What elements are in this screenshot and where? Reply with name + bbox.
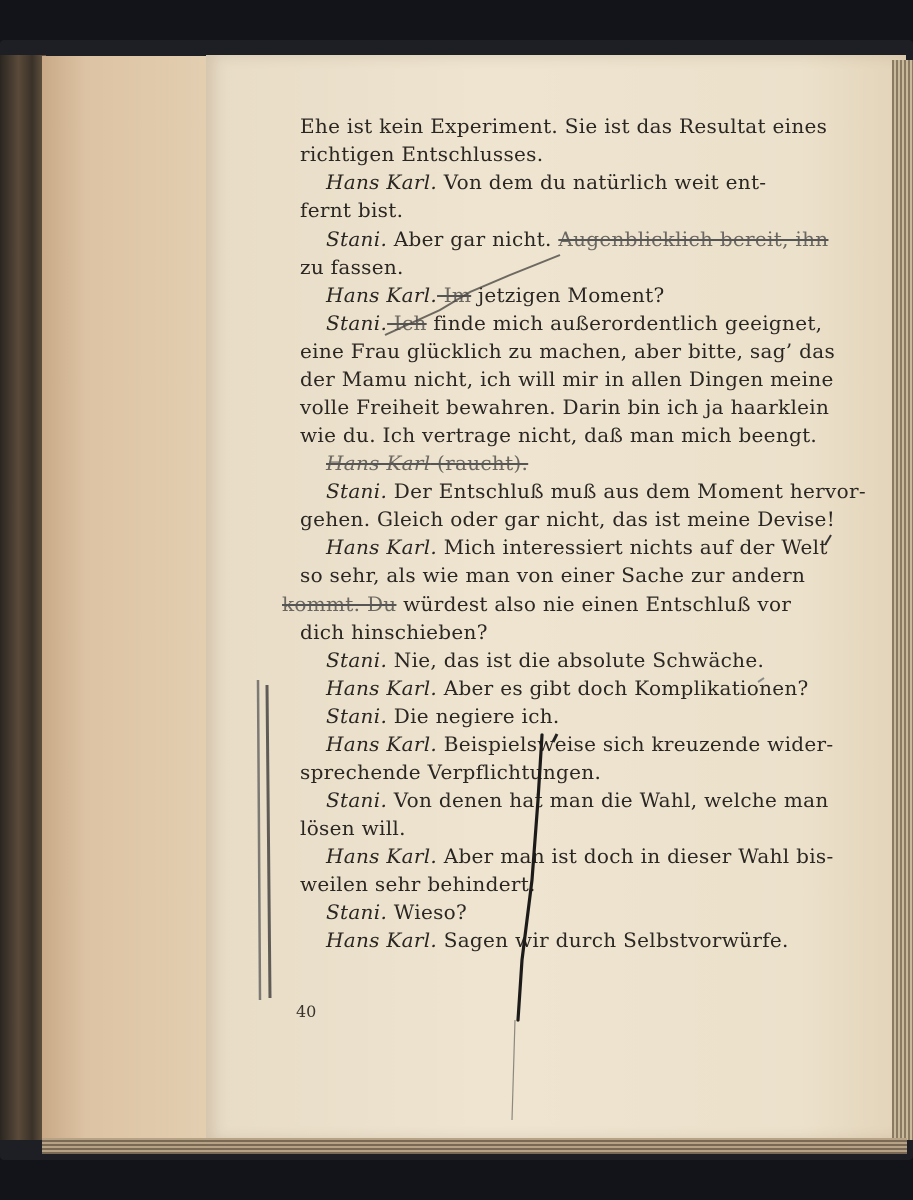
margin-pencil-line-1 xyxy=(258,680,260,1000)
speaker-name: Hans Karl. xyxy=(326,928,438,952)
text-line: zu fassen. xyxy=(300,255,404,279)
text-line: eine Frau glücklich zu machen, aber bitte, sag’ das xyxy=(300,339,836,363)
line-text: Mich interessiert nichts auf der Welt xyxy=(437,535,828,559)
text-line: Ehe ist kein Experiment. Sie ist das Resultat eines xyxy=(300,114,828,138)
line-text: finde mich außerordentlich geeignet, xyxy=(426,311,823,335)
speaker-name: Hans Karl. xyxy=(326,844,438,868)
line-text: Beispielsweise sich kreuzende wider- xyxy=(437,732,834,756)
line-text: jetzigen Moment? xyxy=(471,283,665,307)
line-text: Der Entschluß muß aus dem Moment hervor- xyxy=(387,479,866,503)
line-text: Aber es gibt doch Komplikationen? xyxy=(437,676,809,700)
struck-text: kommt. Du xyxy=(282,592,397,616)
text-line: dich hinschieben? xyxy=(300,620,488,644)
pencil-vertical-line xyxy=(518,735,542,1020)
speaker-name: Stani. xyxy=(326,788,388,812)
text-line: der Mamu nicht, ich will mir in allen Dingen meine xyxy=(300,367,834,391)
speaker-name: Stani. xyxy=(326,227,388,251)
pencil-diagonal-stroke xyxy=(385,255,560,335)
pencil-check-2 xyxy=(758,678,764,682)
speaker-name: Stani. xyxy=(326,704,388,728)
speaker-name: Stani. xyxy=(326,311,388,335)
text-line: richtigen Entschlusses. xyxy=(300,142,544,166)
speaker-name: Hans Karl. xyxy=(326,170,438,194)
speaker-name: Hans Karl. xyxy=(326,535,438,559)
line-text: Von denen hat man die Wahl, welche man xyxy=(387,788,829,812)
line-text: Von dem du natürlich weit ent- xyxy=(437,170,767,194)
line-text: Die negiere ich. xyxy=(387,704,560,728)
speaker-name: Hans Karl. xyxy=(326,732,438,756)
text-line: wie du. Ich vertrage nicht, daß man mich beengt. xyxy=(300,423,818,447)
text-line: lösen will. xyxy=(300,816,406,840)
speaker-name: Stani. xyxy=(326,648,388,672)
speaker-name: Stani. xyxy=(326,479,388,503)
text-line: volle Freiheit bewahren. Darin bin ich ja haarklein xyxy=(300,395,830,419)
text-line: weilen sehr behindert. xyxy=(300,872,536,896)
line-text: Aber gar nicht. xyxy=(387,227,559,251)
pencil-check-3 xyxy=(553,734,557,742)
speaker-name: Stani. xyxy=(326,900,388,924)
text-line: gehen. Gleich oder gar nicht, das ist meine Devise! xyxy=(300,507,836,531)
text-line: fernt bist. xyxy=(300,198,404,222)
line-text: Nie, das ist die absolute Schwäche. xyxy=(387,648,765,672)
struck-text: (raucht). xyxy=(430,451,529,475)
speaker-name: Hans Karl. xyxy=(326,676,438,700)
pencil-check-1 xyxy=(825,535,831,545)
line-text: Aber man ist doch in dieser Wahl bis- xyxy=(437,844,834,868)
speaker-name: Hans Karl. xyxy=(326,283,438,307)
page-number: 40 xyxy=(296,1002,317,1021)
pencil-faint-line xyxy=(512,1020,515,1120)
struck-speaker-name: Hans Karl xyxy=(326,451,431,475)
margin-pencil-line-2 xyxy=(267,685,270,998)
text-line: so sehr, als wie man von einer Sache zur andern xyxy=(300,563,806,587)
line-text: würdest also nie einen Entschluß vor xyxy=(396,592,792,616)
struck-text: Ich xyxy=(387,311,427,335)
line-text: Sagen wir durch Selbstvorwürfe. xyxy=(437,928,789,952)
struck-text: Augenblicklich bereit, ihn xyxy=(558,227,829,251)
struck-text: Im xyxy=(437,283,472,307)
line-text: Wieso? xyxy=(387,900,468,924)
text-line: sprechende Verpflichtungen. xyxy=(300,760,602,784)
